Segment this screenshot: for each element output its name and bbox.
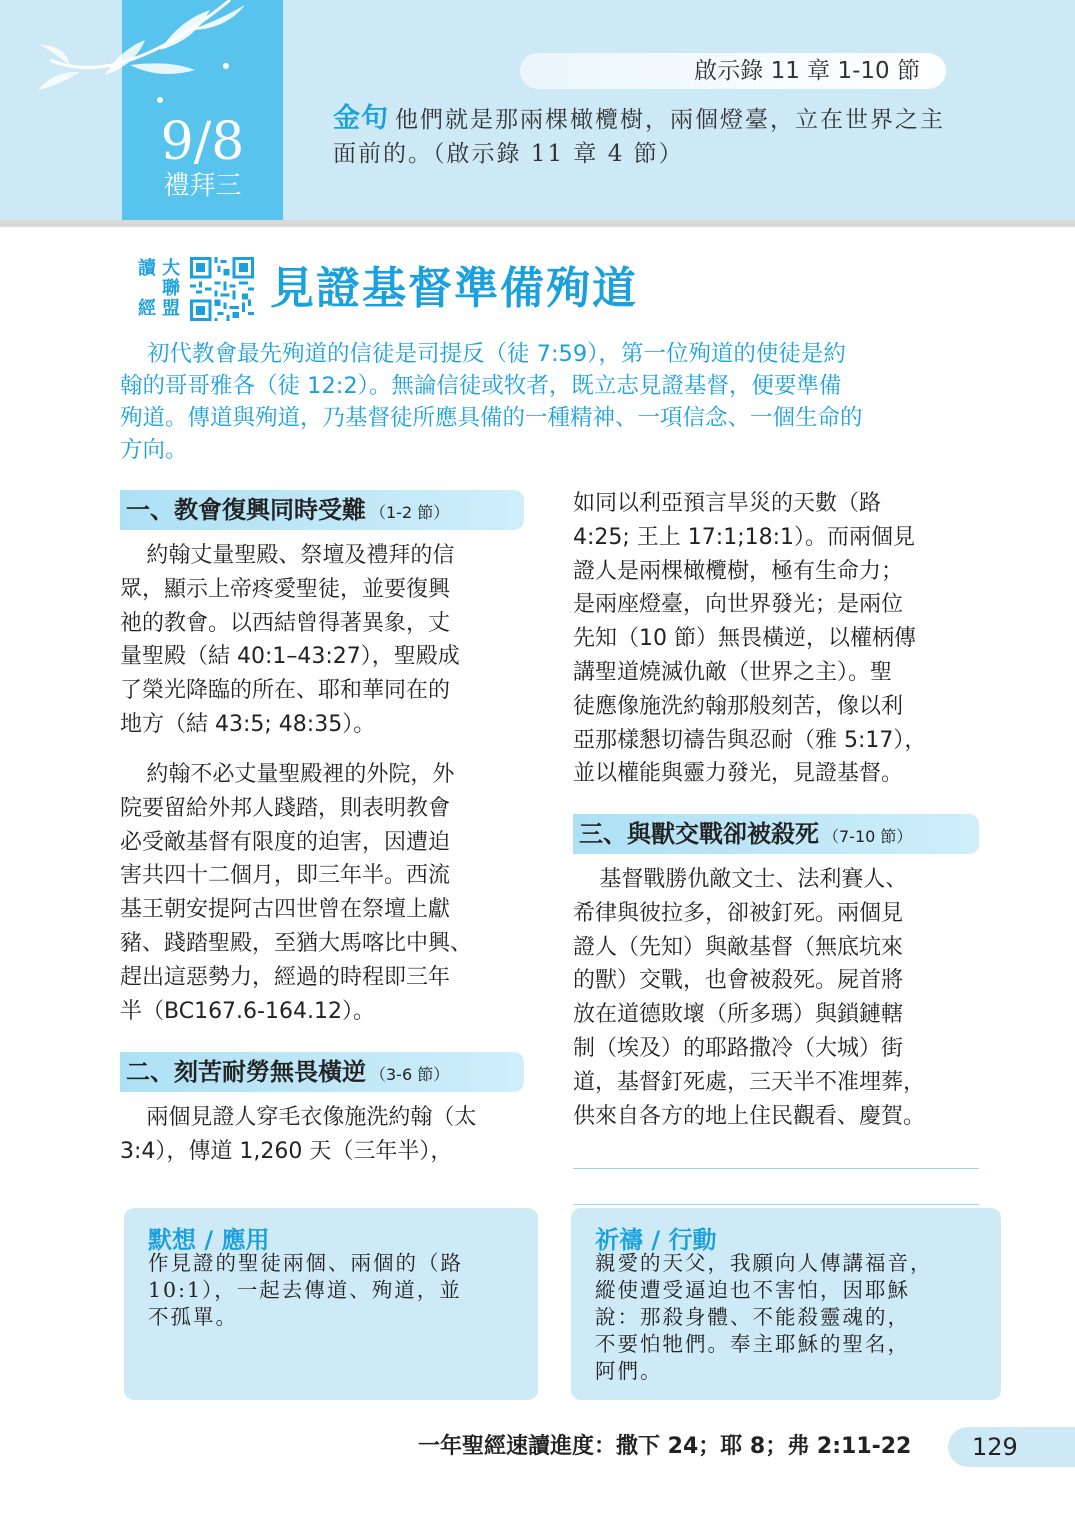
- text-line: 講聖道燒滅仇敵（世界之主）。聖: [573, 659, 893, 685]
- text-line: 並以權能與靈力發光，見證基督。: [573, 761, 904, 787]
- section-heading-1: [120, 490, 524, 530]
- qr-label-char: 盟: [162, 298, 180, 319]
- text-line: 徒應像施洗約翰那般刻苦，像以利: [573, 693, 904, 719]
- section-1-paragraph-1: [120, 539, 526, 742]
- meditation-title: 默想 / 應用: [148, 1226, 270, 1254]
- section-heading-text: 一、教會復興同時受難: [126, 496, 366, 524]
- section-heading-2: [120, 1052, 524, 1092]
- scripture-reference: [520, 53, 946, 89]
- text-line: 道，基督釘死處，三天半不准埋葬，: [573, 1069, 926, 1095]
- text-line: 3:4），傳道 1,260 天（三年半），: [120, 1138, 453, 1164]
- text-line: 豬、踐踏聖殿，至猶大馬喀比中興、: [120, 930, 473, 956]
- text-line: 放在道德敗壞（所多瑪）與鎖鏈轄: [573, 1002, 904, 1028]
- section-heading-text: 三、與獸交戰卻被殺死: [579, 820, 819, 848]
- meditation-body: [148, 1250, 463, 1331]
- golden-verse-line: 他們就是那兩棵橄欖樹，兩個燈臺，立在世界之主: [395, 107, 945, 133]
- text-line: 說：那殺身體、不能殺靈魂的，: [595, 1305, 910, 1329]
- page-title: 見證基督準備殉道: [270, 263, 638, 314]
- prayer-body: [595, 1250, 933, 1385]
- section-heading-text: 二、刻苦耐勞無畏橫逆: [126, 1058, 366, 1086]
- text-line: 證人是兩棵橄欖樹，極有生命力；: [573, 558, 904, 584]
- text-line: 了榮光降臨的所在、耶和華同在的: [120, 678, 451, 704]
- intro-paragraph: [120, 338, 980, 466]
- intro-line: 翰的哥哥雅各（徒 12:2）。無論信徒或牧者，既立志見證基督，便要準備: [120, 373, 842, 399]
- text-line: 兩個見證人穿毛衣像施洗約翰（太: [146, 1105, 477, 1130]
- section-heading-3: [573, 814, 979, 854]
- divider: [573, 1168, 979, 1169]
- leaf-branch-icon: [30, 0, 260, 120]
- text-line: 10:1），一起去傳道、殉道，並: [148, 1278, 462, 1302]
- text-line: 不要怕牠們。奉主耶穌的聖名，: [595, 1332, 910, 1356]
- golden-verse-label: 金句: [333, 103, 389, 134]
- text-line: 制（埃及）的耶路撒冷（大城）街: [573, 1035, 904, 1061]
- text-line: 亞那樣懇切禱告與忍耐（雅 5:17），: [573, 727, 927, 753]
- text-line: 阿們。: [595, 1359, 663, 1383]
- intro-line: 殉道。傳道與殉道，乃基督徒所應具備的一種精神、一項信念、一個生命的: [120, 405, 863, 431]
- text-line: 如同以利亞預言旱災的天數（路: [573, 491, 882, 516]
- text-line: 害共四十二個月，即三年半。西流: [120, 863, 451, 889]
- scripture-reference-text: 啟示錄 11 章 1-10 節: [694, 58, 920, 84]
- weekday: 禮拜三: [163, 171, 242, 201]
- divider: [573, 1204, 979, 1205]
- text-line: 先知（10 節）無畏橫逆，以權柄傳: [573, 626, 916, 652]
- reading-progress: 一年聖經速讀進度：撒下 24；耶 8；弗 2:11-22: [418, 1434, 912, 1459]
- section-1-paragraph-2: [120, 758, 526, 1028]
- date: 9/8: [160, 112, 245, 172]
- golden-verse: [333, 102, 993, 171]
- qr-label-char: 聯: [162, 278, 180, 299]
- text-line: 院要留給外邦人踐踏，則表明教會: [120, 795, 451, 821]
- text-line: 眾，顯示上帝疼愛聖徒，並要復興: [120, 576, 451, 602]
- text-line: 量聖殿（結 40:1–43:27），聖殿成: [120, 644, 460, 670]
- text-line: 約翰丈量聖殿、祭壇及禮拜的信: [146, 543, 455, 568]
- text-line: 趕出這惡勢力，經過的時程即三年: [120, 964, 451, 990]
- text-line: 地方（結 43:5; 48:35）。: [120, 711, 376, 737]
- text-line: 基督戰勝仇敵文士、法利賽人、: [599, 867, 908, 892]
- intro-line: 初代教會最先殉道的信徒是司提反（徒 7:59），第一位殉道的使徒是約: [147, 341, 846, 367]
- page-number: 129: [972, 1433, 1018, 1461]
- qr-label-char: 經: [138, 298, 156, 319]
- prayer-title: 祈禱 / 行動: [595, 1226, 717, 1254]
- text-line: 4:25; 王上 17:1;18:1）。而兩個見: [573, 524, 916, 550]
- text-line: 供來自各方的地上住民觀看、慶賀。: [573, 1103, 926, 1129]
- qr-code-icon[interactable]: [190, 257, 254, 321]
- text-line: 基王朝安提阿古四世曾在祭壇上獻: [120, 897, 451, 923]
- text-line: 必受敵基督有限度的迫害，因遭迫: [120, 829, 451, 855]
- meditation-box: [124, 1208, 538, 1400]
- intro-line: 方向。: [120, 437, 188, 463]
- section-2-paragraph-1-continued: [573, 487, 979, 791]
- text-line: 希律與彼拉多，卻被釘死。兩個見: [573, 900, 904, 926]
- section-verses: （1-2 節）: [370, 503, 450, 522]
- text-line: 祂的教會。以西結曾得著異象，丈: [120, 610, 451, 636]
- text-line: 證人（先知）與敵基督（無底坑來: [573, 934, 904, 960]
- header-divider: [0, 220, 1075, 227]
- prayer-box: [571, 1208, 1001, 1400]
- section-3-paragraph-1: [573, 863, 979, 1133]
- text-line: 親愛的天父，我願向人傳講福音，: [595, 1251, 933, 1275]
- section-verses: （7-10 節）: [823, 827, 913, 846]
- text-line: 縱使遭受逼迫也不害怕，因耶穌: [595, 1278, 910, 1302]
- qr-label-char: 讀: [138, 258, 156, 279]
- section-2-paragraph-1: [120, 1101, 526, 1169]
- qr-label-char: 大: [162, 258, 180, 279]
- text-line: 不孤單。: [148, 1305, 238, 1329]
- text-line: 是兩座燈臺，向世界發光；是兩位: [573, 592, 904, 618]
- page-number-tab: [948, 1427, 1075, 1467]
- section-verses: （3-6 節）: [370, 1065, 450, 1084]
- text-line: 作見證的聖徒兩個、兩個的（路: [148, 1251, 463, 1275]
- text-line: 約翰不必丈量聖殿裡的外院，外: [146, 762, 455, 787]
- text-line: 半（BC167.6-164.12）。: [120, 998, 375, 1024]
- golden-verse-line: 面前的。（啟示錄 11 章 4 節）: [333, 141, 684, 167]
- text-line: 的獸）交戰，也會被殺死。屍首將: [573, 968, 904, 994]
